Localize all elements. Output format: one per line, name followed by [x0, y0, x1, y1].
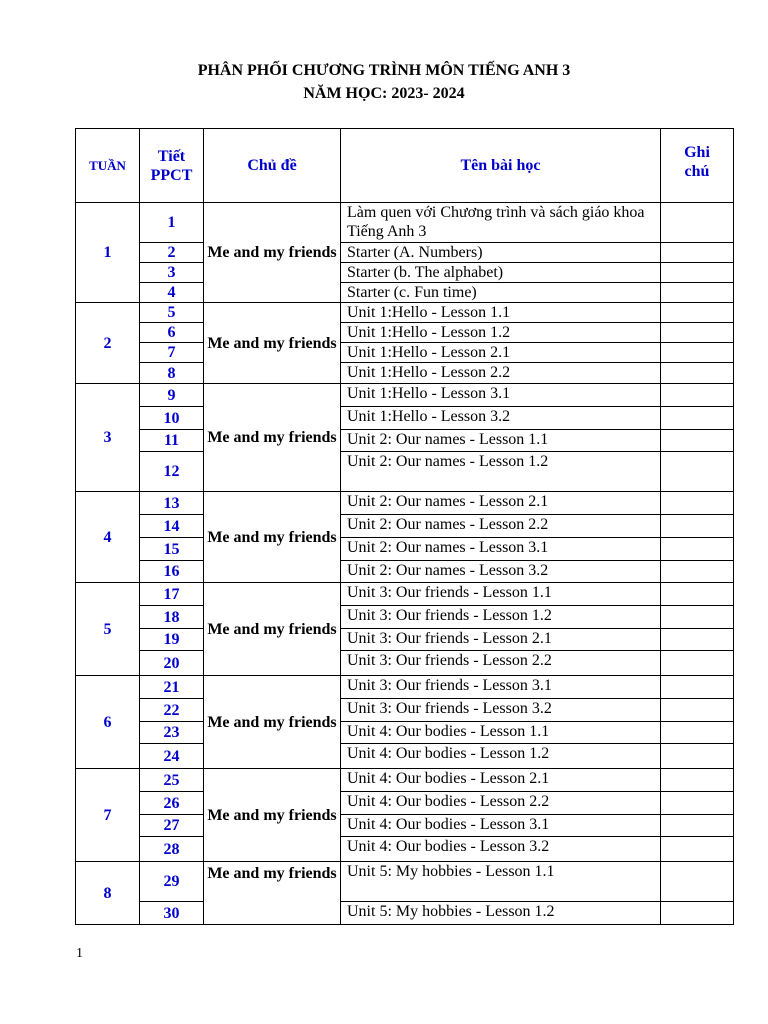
table-row [76, 243, 734, 263]
table-row [76, 561, 734, 583]
table-row [76, 699, 734, 722]
table-row [76, 384, 734, 407]
topic-cell: Me and my friends [204, 303, 341, 384]
table-row [76, 452, 734, 492]
table-body [76, 203, 734, 925]
lesson-cell: Unit 1:Hello - Lesson 2.2 [341, 363, 661, 384]
page-number: 1 [76, 946, 83, 961]
lesson-cell: Unit 2: Our names - Lesson 1.1 [341, 430, 661, 452]
table-row [76, 343, 734, 363]
week-cell: 1 [76, 203, 140, 303]
lesson-cell: Unit 5: My hobbies - Lesson 1.2 [341, 902, 661, 925]
lesson-cell: Unit 4: Our bodies - Lesson 2.2 [341, 792, 661, 815]
lesson-cell: Unit 3: Our friends - Lesson 3.1 [341, 676, 661, 699]
period-cell: 29 [140, 862, 204, 902]
period-cell: 13 [140, 492, 204, 515]
table-row [76, 363, 734, 384]
lesson-cell: Unit 3: Our friends - Lesson 1.1 [341, 583, 661, 606]
header-period-line1: Tiết [157, 147, 186, 165]
table-row [76, 837, 734, 862]
table-row [76, 815, 734, 837]
lesson-cell: Unit 4: Our bodies - Lesson 1.2 [341, 744, 661, 769]
header-lesson: Tên bài học [341, 129, 661, 203]
lesson-cell: Unit 4: Our bodies - Lesson 2.1 [341, 769, 661, 792]
note-cell [661, 384, 734, 407]
note-cell [661, 363, 734, 384]
lesson-cell: Unit 3: Our friends - Lesson 3.2 [341, 699, 661, 722]
lesson-cell: Starter (A. Numbers) [341, 243, 661, 263]
note-cell [661, 583, 734, 606]
lesson-cell: Unit 1:Hello - Lesson 3.2 [341, 407, 661, 430]
period-cell: 9 [140, 384, 204, 407]
note-cell [661, 815, 734, 837]
period-cell: 2 [140, 243, 204, 263]
note-cell [661, 203, 734, 243]
week-cell: 8 [76, 862, 140, 925]
note-cell [661, 492, 734, 515]
lesson-cell: Unit 3: Our friends - Lesson 1.2 [341, 606, 661, 629]
table-row [76, 283, 734, 303]
period-cell: 5 [140, 303, 204, 323]
lesson-cell: Làm quen với Chương trình và sách giáo khoa Tiếng Anh 3 [341, 203, 661, 243]
table-row [76, 606, 734, 629]
note-cell [661, 407, 734, 430]
lesson-cell: Starter (b. The alphabet) [341, 263, 661, 283]
topic-cell: Me and my friends [204, 769, 341, 862]
table-row [76, 430, 734, 452]
table-row [76, 629, 734, 651]
period-cell: 27 [140, 815, 204, 837]
topic-cell: Me and my friends [204, 862, 341, 925]
table-row [76, 323, 734, 343]
topic-cell: Me and my friends [204, 492, 341, 583]
period-cell: 22 [140, 699, 204, 722]
period-cell: 3 [140, 263, 204, 283]
period-cell: 28 [140, 837, 204, 862]
note-cell [661, 263, 734, 283]
period-cell: 10 [140, 407, 204, 430]
table-row [76, 203, 734, 243]
note-cell [661, 452, 734, 492]
lesson-cell: Unit 2: Our names - Lesson 1.2 [341, 452, 661, 492]
lesson-cell: Unit 3: Our friends - Lesson 2.2 [341, 651, 661, 676]
lesson-cell: Unit 2: Our names - Lesson 2.1 [341, 492, 661, 515]
lesson-cell: Unit 4: Our bodies - Lesson 3.2 [341, 837, 661, 862]
note-cell [661, 902, 734, 925]
note-cell [661, 303, 734, 323]
period-cell: 7 [140, 343, 204, 363]
table-row [76, 407, 734, 430]
period-cell: 15 [140, 538, 204, 561]
lesson-cell: Unit 2: Our names - Lesson 3.1 [341, 538, 661, 561]
week-cell: 7 [76, 769, 140, 862]
header-note-line1: Ghi [684, 144, 710, 161]
note-cell [661, 515, 734, 538]
header-week: TUẦN [76, 129, 140, 203]
note-cell [661, 430, 734, 452]
document-title: PHÂN PHỐI CHƯƠNG TRÌNH MÔN TIẾNG ANH 3 [197, 62, 571, 79]
note-cell [661, 744, 734, 769]
week-cell: 4 [76, 492, 140, 583]
lesson-cell: Unit 3: Our friends - Lesson 2.1 [341, 629, 661, 651]
table-header-row [76, 129, 734, 203]
header-note [661, 129, 734, 203]
table-row [76, 515, 734, 538]
period-cell: 21 [140, 676, 204, 699]
table-row [76, 902, 734, 925]
table-row [76, 722, 734, 744]
lesson-cell: Unit 1:Hello - Lesson 1.1 [341, 303, 661, 323]
lesson-cell: Unit 5: My hobbies - Lesson 1.1 [341, 862, 661, 902]
period-cell: 16 [140, 561, 204, 583]
table-row [76, 651, 734, 676]
lesson-cell: Unit 1:Hello - Lesson 3.1 [341, 384, 661, 407]
note-cell [661, 343, 734, 363]
period-cell: 14 [140, 515, 204, 538]
header-topic: Chủ đề [204, 129, 341, 203]
table-row [76, 303, 734, 323]
note-cell [661, 769, 734, 792]
topic-cell: Me and my friends [204, 583, 341, 676]
note-cell [661, 629, 734, 651]
lesson-cell: Unit 1:Hello - Lesson 2.1 [341, 343, 661, 363]
week-cell: 5 [76, 583, 140, 676]
topic-cell: Me and my friends [204, 384, 341, 492]
period-cell: 11 [140, 430, 204, 452]
lesson-cell: Unit 2: Our names - Lesson 3.2 [341, 561, 661, 583]
note-cell [661, 323, 734, 343]
period-cell: 19 [140, 629, 204, 651]
topic-cell: Me and my friends [204, 203, 341, 303]
lesson-cell: Unit 4: Our bodies - Lesson 1.1 [341, 722, 661, 744]
school-year: NĂM HỌC: 2023- 2024 [303, 85, 465, 102]
period-cell: 6 [140, 323, 204, 343]
topic-cell: Me and my friends [204, 676, 341, 769]
table-row [76, 583, 734, 606]
table-row [76, 538, 734, 561]
week-cell: 6 [76, 676, 140, 769]
table-row [76, 792, 734, 815]
table-row [76, 492, 734, 515]
period-cell: 23 [140, 722, 204, 744]
note-cell [661, 722, 734, 744]
period-cell: 25 [140, 769, 204, 792]
note-cell [661, 243, 734, 263]
note-cell [661, 676, 734, 699]
note-cell [661, 699, 734, 722]
note-cell [661, 561, 734, 583]
note-cell [661, 538, 734, 561]
period-cell: 12 [140, 452, 204, 492]
lesson-cell: Unit 1:Hello - Lesson 1.2 [341, 323, 661, 343]
week-cell: 2 [76, 303, 140, 384]
lesson-cell: Unit 2: Our names - Lesson 2.2 [341, 515, 661, 538]
note-cell [661, 283, 734, 303]
period-cell: 26 [140, 792, 204, 815]
table-row [76, 769, 734, 792]
curriculum-table [75, 128, 734, 925]
note-cell [661, 606, 734, 629]
period-cell: 4 [140, 283, 204, 303]
header-note-line2: chú [684, 163, 710, 180]
note-cell [661, 792, 734, 815]
table-row [76, 263, 734, 283]
table-row [76, 676, 734, 699]
period-cell: 8 [140, 363, 204, 384]
note-cell [661, 862, 734, 902]
lesson-cell: Starter (c. Fun time) [341, 283, 661, 303]
period-cell: 1 [140, 203, 204, 243]
period-cell: 17 [140, 583, 204, 606]
note-cell [661, 651, 734, 676]
table-row [76, 744, 734, 769]
header-period [140, 129, 204, 203]
period-cell: 20 [140, 651, 204, 676]
period-cell: 18 [140, 606, 204, 629]
header-period-line2: PPCT [150, 166, 193, 184]
week-cell: 3 [76, 384, 140, 492]
period-cell: 30 [140, 902, 204, 925]
table-row [76, 862, 734, 902]
lesson-cell: Unit 4: Our bodies - Lesson 3.1 [341, 815, 661, 837]
period-cell: 24 [140, 744, 204, 769]
note-cell [661, 837, 734, 862]
